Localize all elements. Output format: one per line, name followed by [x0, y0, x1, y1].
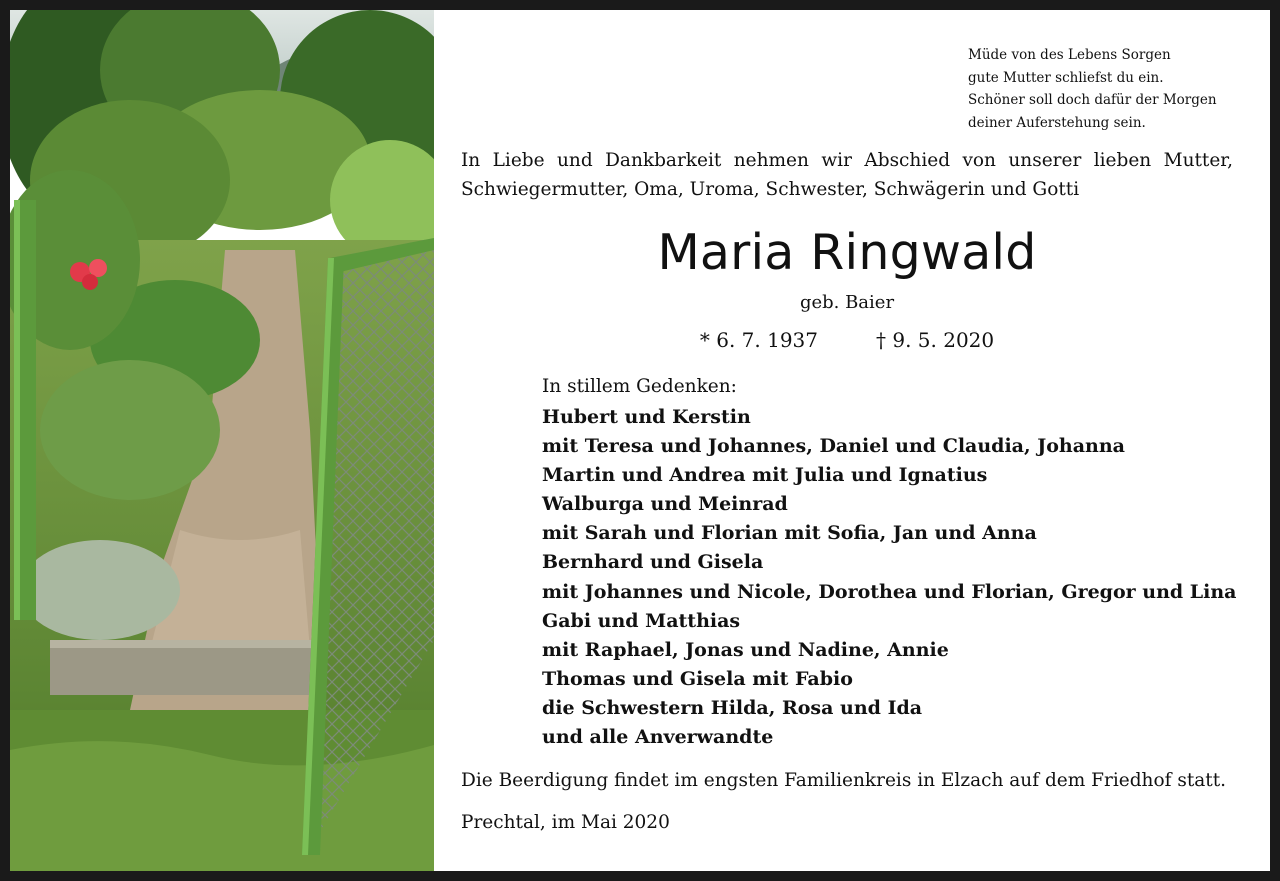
- mourners-list: [542, 403, 1242, 752]
- memory-label: In stillem Gedenken:: [542, 376, 737, 397]
- birth-date: * 6. 7. 1937: [699, 328, 818, 352]
- place-date: Prechtal, im Mai 2020: [461, 812, 670, 833]
- poem-line: Schöner soll doch dafür der Morgen: [968, 92, 1217, 108]
- deceased-name: Maria Ringwald: [657, 224, 1037, 281]
- mourner-line: mit Raphael, Jonas und Nadine, Annie: [542, 638, 949, 661]
- mourner-line: mit Sarah und Florian mit Sofia, Jan und Anna: [542, 522, 1037, 545]
- mourner-line: Thomas und Gisela mit Fabio: [542, 667, 853, 690]
- poem-line: Müde von des Lebens Sorgen: [968, 47, 1171, 63]
- mourner-line: die Schwestern Hilda, Rosa und Ida: [542, 696, 923, 719]
- funeral-note: Die Beerdigung findet im engsten Familienkreis in Elzach auf dem Friedhof statt.: [461, 770, 1227, 791]
- mourner-line: Hubert und Kerstin: [542, 406, 751, 428]
- life-dates: [461, 325, 1233, 355]
- mourner-line: Bernhard und Gisela: [542, 551, 764, 574]
- birth-name: geb. Baier: [799, 292, 895, 313]
- intro-line: In Liebe und Dankbarkeit nehmen wir Abschied von unserer lieben Mutter,: [461, 150, 1233, 171]
- mourner-line: Martin und Andrea mit Julia und Ignatius: [542, 464, 988, 487]
- mourner-line: Gabi und Matthias: [542, 609, 741, 632]
- mourner-line: und alle Anverwandte: [542, 726, 774, 749]
- death-date: † 9. 5. 2020: [876, 328, 995, 352]
- intro-text: [461, 146, 1233, 204]
- mourner-line: mit Teresa und Johannes, Daniel und Claudia, Johanna: [542, 435, 1125, 458]
- mourner-line: mit Johannes und Nicole, Dorothea und Florian, Gregor und Lina: [542, 580, 1237, 603]
- garden-gate-icon: [10, 10, 434, 871]
- intro-line: Schwiegermutter, Oma, Uroma, Schwester, Schwägerin und Gotti: [461, 179, 1080, 200]
- poem-line: deiner Auferstehung sein.: [968, 114, 1146, 131]
- poem-line: gute Mutter schliefst du ein.: [968, 69, 1164, 86]
- obituary-notice: [10, 10, 1270, 871]
- garden-gate-photo: [10, 10, 434, 871]
- mourner-line: Walburga und Meinrad: [542, 493, 788, 516]
- poem: [968, 44, 1258, 134]
